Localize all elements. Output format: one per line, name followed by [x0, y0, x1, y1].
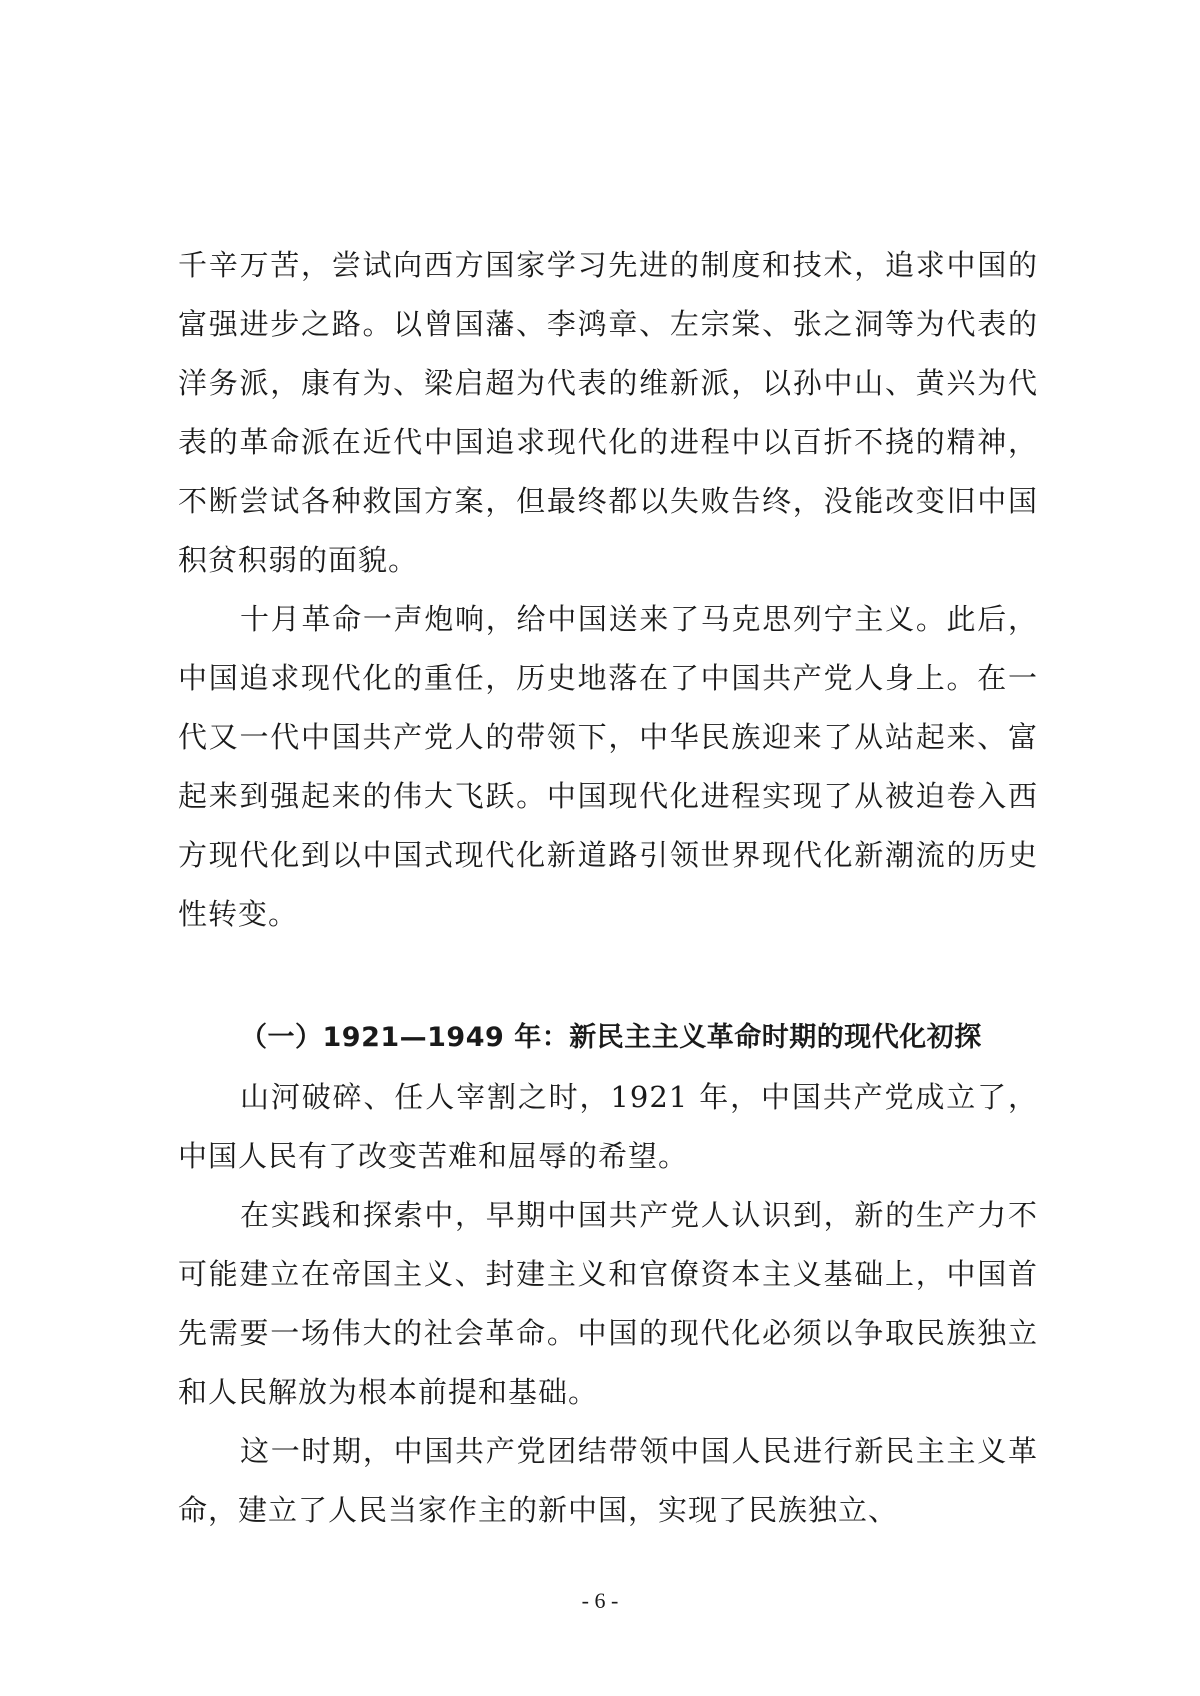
text-block-after-heading — [178, 1068, 1038, 1540]
paragraph: 山河破碎、任人宰割之时，1921 年，中国共产党成立了，中国人民有了改变苦难和屈辱的希望。 — [178, 1080, 1038, 1173]
section-heading: （一）1921—1949 年：新民主主义革命时期的现代化初探 — [240, 1022, 982, 1053]
paragraph: 在实践和探索中，早期中国共产党人认识到，新的生产力不可能建立在帝国主义、封建主义和官僚资本主义基础上，中国首先需要一场伟大的社会革命。中国的现代化必须以争取民族独立和人民解放为根本前提和基础。 — [178, 1198, 1038, 1409]
text-block-before-heading — [178, 236, 1038, 944]
paragraph-continuation: 千辛万苦，尝试向西方国家学习先进的制度和技术，追求中国的富强进步之路。以曾国藩、李鸿章、左宗棠、张之洞等为代表的洋务派，康有为、梁启超为代表的维新派，以孙中山、黄兴为代表的革命派在近代中国追求现代化的进程中以百折不挠的精神，不断尝试各种救国方案，但最终都以失败告终，没能改变旧中国积贫积弱的面貌。 — [178, 248, 1038, 577]
paragraph-continued: 这一时期，中国共产党团结带领中国人民进行新民主主义革命，建立了人民当家作主的新中国，实现了民族独立、 — [178, 1434, 1038, 1527]
paragraph: 十月革命一声炮响，给中国送来了马克思列宁主义。此后，中国追求现代化的重任，历史地落在了中国共产党人身上。在一代又一代中国共产党人的带领下，中华民族迎来了从站起来、富起来到强起来的伟大飞跃。中国现代化进程实现了从被迫卷入西方现代化到以中国式现代化新道路引领世界现代化新潮流的历史性转变。 — [178, 602, 1038, 931]
page-number: - 6 - — [581, 1588, 619, 1613]
